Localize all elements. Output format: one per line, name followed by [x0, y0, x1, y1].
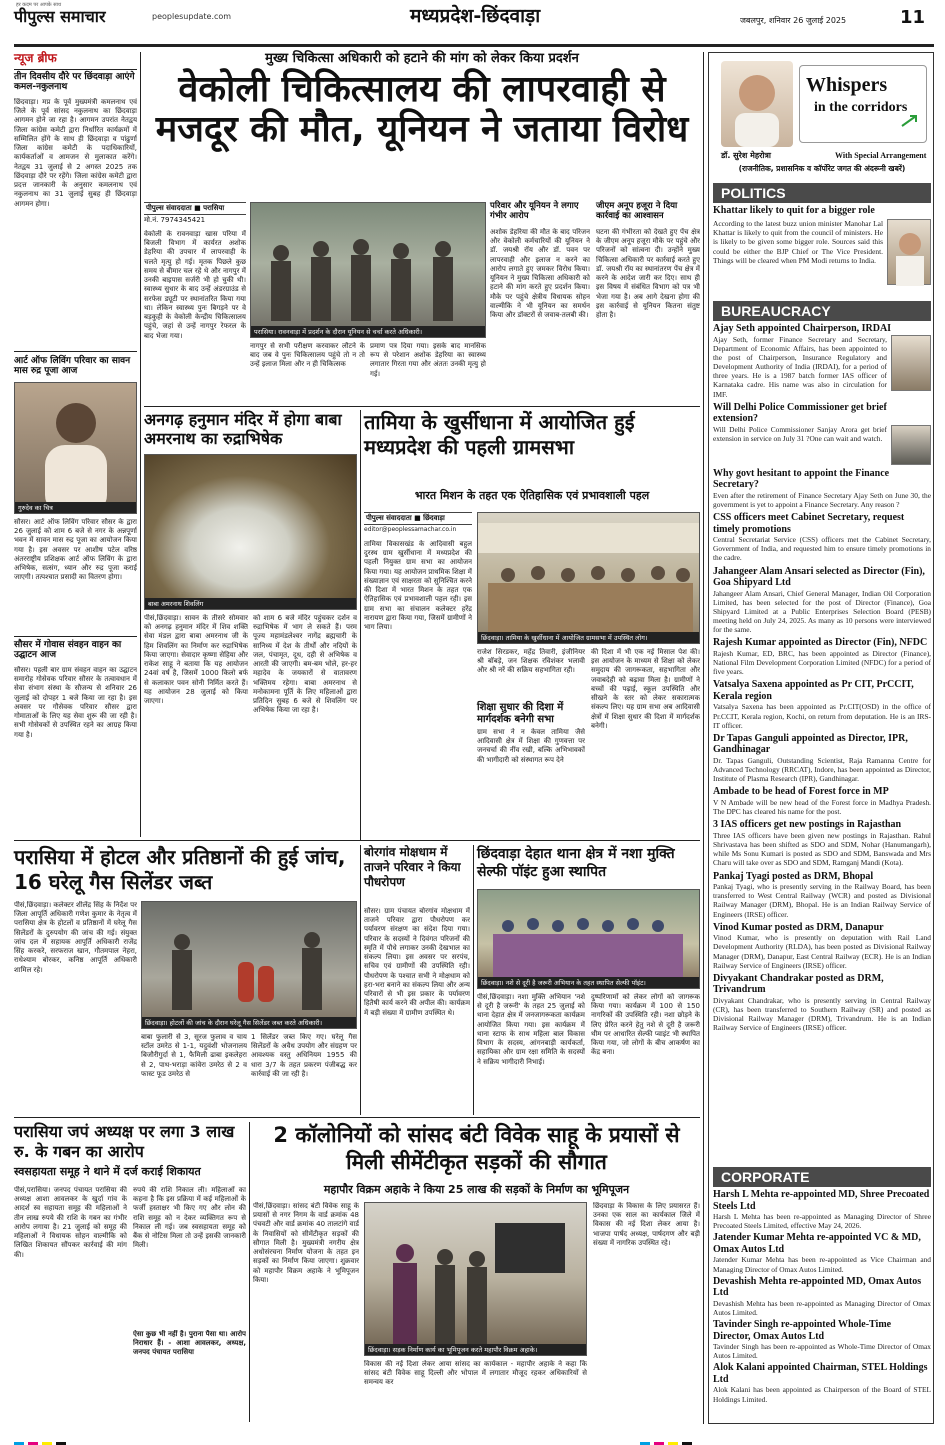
corporate-item: [713, 1362, 931, 1403]
corporate-item: [713, 1319, 931, 1360]
bureaucracy-item-body: Rajesh Kumar, ED, BRC, has been appointed as Director (Finance), National Film Development Corporation Limited (NFDC) for a period of five years.: [713, 648, 931, 677]
lead-headline: वेकोली चिकित्सालय की लापरवाही से मजदूर की मौत, यूनियन ने जताया विरोध: [155, 69, 689, 151]
bureaucracy-item-title: Ajay Seth appointed Chairperson, IRDAI: [713, 323, 892, 334]
divider: [14, 840, 700, 841]
bureaucracy-item-title: Vatsalya Saxena appointed as Pr CIT, PrCCIT, Kerala region: [713, 679, 914, 702]
bureaucracy-item-title: Dr Tapas Ganguli appointed as Director, IPR, Gandhinagar: [713, 732, 908, 756]
bureaucracy-item-title: Vinod Kumar posted as DRM, Danapur: [713, 921, 884, 933]
bureaucracy-item: [713, 679, 931, 730]
whispers-title: Whispers: [806, 74, 888, 96]
arrangement: With Special Arrangement: [835, 151, 927, 160]
shivling-photo: [144, 454, 357, 610]
guru-photo-caption: गुरुदेव का चित्र: [15, 502, 136, 513]
bureaucracy-item-title: Why govt hesitant to appoint the Finance Secretary?: [713, 467, 890, 491]
hanuman-story: [144, 410, 357, 840]
press-color-marks: [14, 1432, 314, 1438]
bureaucracy-item: [713, 512, 931, 563]
corporate-item-body: Harsh L Mehta has been re-appointed as Managing Director of Shree Precoated Steels Limited, effective May 24, 2026.: [713, 1212, 931, 1231]
columnist-photo: [721, 61, 793, 147]
bureaucracy-item-title: Rajesh Kumar appointed as Director (Fin), NFDC: [713, 637, 928, 649]
bureaucracy-item-body: Will Delhi Police Commissioner Sanjay Arora get brief extension in service on July 31 ?One can wait and watch.: [713, 424, 887, 443]
colony-story: [253, 1122, 700, 1422]
masthead-rule: [14, 44, 934, 47]
bureaucracy-item-title: CSS officers meet Cabinet Secretary, request timely promotions: [713, 512, 905, 535]
column-divider: [140, 52, 141, 837]
dateline: जबलपुर, शनिवार 26 जुलाई 2025: [740, 16, 847, 25]
corporate-item-title: Devashish Mehta re-appointed MD, Omax Autos Ltd: [713, 1275, 922, 1299]
brief-1-body: छिंदवाड़ा। मप्र के पूर्व मुख्यमंत्री कमलनाथ एवं जिले के पूर्व सांसद नकुलनाथ का छिंदवाड़ा आगमन होने जा रहा है। आगमन उपरांत नेतद्वय जिला कांग्रेस कमेटी द्वारा निर्धारित कार्यक्रमों में सम्मिलित होंगे के साथ ही छिंदवाड़ा व पांढुर्णा जिला कांग्रेस कमेटी के पदाधिकारियों, कार्यकर्ताओं व आमजन से मुलाकात करेंगे। नेतद्वय 31 जुलाई से 2 अगस्त 2025 तक छिंदवाड़ा दौरे पर रहेंगे। जिला कांग्रेस कमेटी द्वारा प्रदत्त जानकारी के अनुसार कमलनाथ एवं नकुलनाथ का 31 जुलाई सुबह ही छिंदवाड़ा आगमन होगा।: [14, 98, 137, 208]
selfie-story: [477, 845, 700, 1115]
hotel-col-3: 1 सिलेंडर जब्त किए गए। घरेलू गैस सिलेंडरों के अवैध उपयोग और संग्रहण पर आवश्यक वस्तु अधिनियम 1955 की धारा 3/7 के तहत प्रकरण पंजीबद्ध कर कार्रवाई की जा रही है।: [251, 1033, 357, 1078]
whispers-subtitle: in the corridors: [814, 100, 908, 115]
bureaucracy-item: [713, 402, 931, 465]
side-1-body: अशोक डेहरिया की मौत के बाद परिजन और वेकोली कर्मचारियों की यूनियन ने डॉ. जयश्री रॉय और डॉ. पवन पर लापरवाही और इलाज न करने का आरोप लगाते हुए जमकर विरोध किया। यूनियन ने मुख्य चिकित्सा अधिकारी को हटाने की मांग करते हुए प्रदर्शन किया। मौके पर पहुंचे क्षेत्रीय विधायक सोहन वाल्मीकि ने भी यूनियन का समर्थन किया और डॉक्टरों से जवाब-तलबी की।: [490, 228, 590, 320]
cylinder-figures: [142, 902, 357, 1018]
embezzle-subhead: स्वसहायता समूह ने थाने में दर्ज कराई शिकायत: [14, 1165, 201, 1178]
bureaucracy-item-body: Central Secretariat Service (CSS) officers met the Cabinet Secretary, Government of India, and requested him to ensure timely promotions in the cadre.: [713, 535, 931, 563]
tamia-byline: पीपुल्स संवाददाता ■ छिंदवाड़ा: [364, 512, 472, 525]
selfie-photo: [477, 889, 700, 989]
cylinder-photo: [141, 901, 357, 1029]
corporate-item-body: Tavinder Singh has been re-appointed as Whole-Time Director of Omax Autos Limited.: [713, 1342, 931, 1361]
divider: [14, 1117, 700, 1118]
tamia-email[interactable]: editor@peoplessamachar.co.in: [364, 526, 457, 533]
bureaucracy-item-body: Vatsalya Saxena has been appointed as Pr.CIT(OSD) in the office of Pr.CCIT, Kerala region, Kochi, on return from deputation. He is an IRS-IT officer.: [713, 702, 931, 730]
bureaucracy-item-body: Vinod Kumar, who is presently on deputation with Rail Land Development Authority (RLDA), has been posted as Divisional Railway Manager (DRM), Danapur, East Central Railway (ECR). He is an Indian Railway Service of Engineers (IRSE) officer.: [713, 933, 931, 970]
tamia-story: [364, 410, 700, 840]
embezzle-col-1: पीसं,परासिया। जनपद पंचायत परासिया की अध्यक्ष आशा आवलकर के खुर्दा गांव के आदर्श स्व सहायता समूह की महिलाओं ने तीन लाख रुपये की राशि के गबन का गंभीर आरोप लगाया है। 21 जुलाई को समूह की महिलाओं ने विधायक सोहन वाल्मीकि को लिखित शिकायत सौंपकर कार्रवाई की मांग की।: [14, 1186, 127, 1259]
lead-story: [144, 52, 700, 404]
brief-1-title: तीन दिवसीय दौरे पर छिंदवाड़ा आएंगे कमल-नकुलनाथ: [14, 72, 135, 93]
lead-col-2: नागपुर से सभी परीक्षण करवाकर लौटने के बाद जब वे पुनः चिकित्सालय पहुंचे तो न तो उन्हें इलाज मिला और न ही चिकित्सक: [250, 342, 365, 369]
column-divider: [360, 845, 361, 1115]
ajay-seth-photo: [891, 335, 931, 391]
selfie-col-1: पीसं,छिंदवाड़ा। नशा मुक्ति अभियान 'नशे से दूरी है जरूरी' के तहत 25 जुलाई को थाना देहात क्षेत्र में जनजागरूकता कार्यक्रम आयोजित किया गया। इस कार्यक्रम में थाना स्टाफ के साथ महिला बाल विकास विभाग के सदस्य, आंगनबाड़ी कार्यकर्ता, सहायिका और ग्राम रक्षा समिति के सदस्यों ने सक्रिय भागीदारी निभाई।: [477, 993, 585, 1066]
khattar-figure: [888, 220, 932, 286]
bureaucracy-item-body: Jahangeer Alam Ansari, Chief General Manager, Indian Oil Corporation Limited, has been selected for the post of Director (Finance), Goa Shipyard Limited at a Public Enterprises Selection Board (PESB) meeting held on July 24, 2025. As many as 10 persons were interviewed for the same.: [713, 588, 931, 635]
selfie-caption: छिंदवाड़ा। नशे से दूरी है जरूरी अभियान के तहत स्थापित सेल्फी पॉइंट।: [478, 977, 699, 988]
shivling-caption: बाबा अमरनाथ शिवलिंग: [145, 598, 356, 609]
tamia-col-2: राजेश सिरडकर, महेंद्र तिवारी, इंजीनियर श्री बॉबड़े, जन शिक्षक रविशंकर भलावी और श्री नरें की सक्रिय सहभागिता रही।: [477, 648, 585, 675]
brief-3-title: सौसर में गोवास संवहन वाहन का उद्घाटन आज: [14, 640, 122, 661]
corporate-item: [713, 1276, 931, 1317]
gramsabha-figures: [478, 513, 700, 633]
politics-title: Khattar likely to quit for a bigger role: [713, 205, 875, 216]
bureaucracy-item-title: 3 IAS officers get new postings in Rajasthan: [713, 819, 902, 831]
corporate-item-body: Devashish Mehta has been re-appointed as Managing Director of Omax Autos Limited.: [713, 1298, 931, 1317]
crowd-figures: [251, 203, 486, 327]
bureaucracy-item-title: Pankaj Tyagi posted as DRM, Bhopal: [713, 870, 874, 882]
tamia-col-1: तामिया विकासखंड के आदिवासी बहुल दुरस्थ ग्राम खुर्सीधाना में मध्यप्रदेश की पहली नियुक्त ग्राम सभा का आयोजन किया गया। यह आयोजन प्राथमिक शिक्षा में संख्याज्ञान एवं साक्षरता को सुनिश्चित करने की दिशा में भारत मिशन के तहत एक ऐतिहासिक एवं प्रभावशाली पहल रही। इस ग्राम सभा का संचालन कलेक्टर हरेंद्र नारायण द्वारा किया गया, जिसमें ग्रामीणों ने भाग लिया।: [364, 540, 472, 632]
columnist-name: डॉ. सुरेश मेहरोत्रा: [721, 151, 771, 160]
lead-kicker: मुख्य चिकित्सा अधिकारी को हटाने की मांग को लेकर किया प्रदर्शन: [265, 51, 579, 66]
politics-bar: POLITICS: [713, 183, 931, 203]
news-brief-label: न्यूज ब्रीफ: [14, 51, 57, 65]
corporate-list: [713, 1189, 931, 1421]
colony-col-3: छिंदवाड़ा के विकास के लिए प्रयासरत हैं। उनका एक साल का कार्यकाल जिले में विकास की नई दिशा लेकर आया है। भाजपा पार्षद अध्यक्ष, पार्षदगण और बड़ी संख्या में नागरिक उपस्थित रहे।: [593, 1202, 700, 1247]
section-name: मध्यप्रदेश-छिंदवाड़ा: [410, 5, 541, 27]
gramsabha-caption: छिंदवाड़ा। तामिया के खुर्सीधाना में आयोजित ग्रामसभा में उपस्थित लोग।: [478, 632, 699, 643]
column-divider: [360, 410, 361, 840]
sidebar-divider: [703, 52, 704, 1424]
selfie-col-2: दुष्परिणामों को लेकर लोगों को जागरूक किया गया। कार्यक्रम में 100 से 150 नागरिकों की उपस्थिति रही। नशा छोड़ने के लिए प्रेरित करने हेतु नशे से दूरी है जरूरी थीम पर आधारित सेल्फी प्वाइंट भी स्थापित किया गया, जो लोगों के बीच आकर्षण का केंद्र बना।: [591, 993, 700, 1057]
guru-photo: [14, 382, 137, 514]
colony-col-2: विकास की नई दिशा लेकर आया सांसद का कार्यकाल - महापौर अहाके ने कहा कि सांसद बंटी विवेक साहू दिल्ली और भोपाल में लगातार मौजूद रहकर अधिकारियों से समन्वय कर: [364, 1360, 587, 1387]
bureaucracy-item: [713, 323, 931, 399]
divider: [14, 69, 137, 70]
bureaucracy-item: [713, 819, 931, 867]
side-1-title: परिवार और यूनियन ने लगाए गंभीर आरोप: [490, 201, 579, 221]
brief-2-title: आर्ट ऑफ लिविंग परिवार का सावन मास रुद्र पूजा आज: [14, 356, 131, 377]
colony-subhead: महापौर विक्रम अहाके ने किया 25 लाख की सड़कों के निर्माण का भूमिपूजन: [323, 1183, 630, 1196]
bureaucracy-item-body: Even after the retirement of Finance Secretary Ajay Seth on June 30, the government is yet to appoint a Finance Secretary. Any reason ?: [713, 490, 931, 509]
bhoomipujan-figures: [365, 1203, 587, 1345]
divider: [144, 406, 700, 407]
guru-figure: [15, 383, 137, 514]
embezzle-note: ऐसा कुछ भी नहीं है। पुराना पैसा था। आरोप निराधार हैं। - आशा आवलकर, अध्यक्ष, जनपद पंचायत परासिया: [133, 1330, 246, 1357]
bureaucracy-item: [713, 871, 931, 919]
hotel-headline: परासिया में होटल और प्रतिष्ठानों की हुई जांच, 16 घरेलू गैस सिलेंडर जब्त: [14, 845, 346, 894]
press-color-marks: [640, 1432, 940, 1438]
borgaon-story: [364, 845, 470, 1115]
bureaucracy-item: [713, 733, 931, 784]
whispers-sidebar: [708, 52, 934, 1424]
gramsabha-photo: [477, 512, 700, 644]
columnist-figure: [721, 61, 793, 147]
corporate-item: [713, 1232, 931, 1273]
paper-name: पीपुल्स समाचार: [14, 7, 106, 26]
borgaon-body: सौसर। ग्राम पंचायत बोरगांव मोक्षधाम में ताजने परिवार द्वारा पौधरोपण कर पर्यावरण संरक्षण का संदेश दिया गया। परिवार के सदस्यों ने दिवंगत परिजनों की स्मृति में पौधे लगाकर उनकी देखभाल का संकल्प लिया। इस अवसर पर सरपंच, सचिव एवं ग्रामीणों की उपस्थिति रही। पौधरोपण के पश्चात सभी ने मोक्षधाम को हरा-भरा बनाने का संकल्प लिया और अन्य परिवारों से भी इस प्रकार के पर्यावरण हितैषी कार्य करने की अपील की। कार्यक्रम में बड़ी संख्या में ग्रामीण उपस्थित थे।: [364, 907, 470, 1017]
borgaon-headline: बोरगांव मोक्षधाम में ताजने परिवार ने किया पौधरोपण: [364, 845, 461, 889]
hotel-col-2: बाबा फुलारी से 3, सूरज फुलाव व चाय स्टॉल उमरेठ से 1-1, यदुवंशी भोजनालय बिजौरीगुर्दा से 1, फैमिली ढाबा इकलेहरा से 2, पाथ-भराड़ा कांवेरा उमरेठ से 2 व फास्ट फूड उमरेठ से: [141, 1033, 247, 1078]
bureaucracy-item-body: Three IAS officers have been given new postings in Rajasthan. Rahul Shrivastava has been shifted as SDO and SDM, Nohar (Hanumangarh), while Ms Sonu Kumari is posted as SDO and SDM, Banswada and Mrs Charu will take over as SDO and SDM, Ramganj Mandi (Kota).: [713, 830, 931, 868]
bureaucracy-item-title: Jahangeer Alam Ansari selected as Director (Fin), Goa Shipyard Ltd: [713, 565, 925, 589]
lead-byline: पीपुल्स संवाददाता ■ परासिया: [144, 202, 246, 215]
arrow-icon: [900, 112, 920, 132]
lead-mobile: मो.नं. 7974345421: [144, 216, 206, 224]
corporate-item-body: Jatender Kumar Mehta has been re-appointed as Vice Chairman and Managing Director of Omax Autos Limited.: [713, 1255, 931, 1274]
brief-3-body: सौसर। पहली बार ग्राम संवहन वाहन का उद्घाटन समारोह गोसेवक परिवार सौसर के तत्वावधान में सेवा संभाग संस्था के सौजन्य से शनिवार 26 जुलाई को दोपहर 1 बजे किया जा रहा है। इस अवसर पर गौसेवक परिवार सौसर द्वारा गोमाताओं के लिए यह सेवा शुरू की जा रही है। सभी गोसेवकों से उपस्थित रहने का आग्रह किया गया है।: [14, 666, 137, 739]
sidebar-tagline: (राजनीतिक, प्रशासनिक व कॉर्पोरेट जगत की अंदरूनी खबरें): [738, 164, 906, 173]
bureaucracy-item: [713, 566, 931, 635]
divider: [14, 351, 137, 352]
tamia-headline: तामिया के खुर्सीधाना में आयोजित हुई मध्यप्रदेश की पहली ग्रामसभा: [364, 410, 635, 459]
bureaucracy-item-title: Will Delhi Police Commissioner get brief extension?: [713, 401, 887, 425]
hanuman-headline: अनगढ़ हनुमान मंदिर में होगा बाबा अमरनाथ का रुद्राभिषेक: [144, 410, 342, 449]
hanuman-col-1: पीसं,छिंदवाड़ा। सावन के तीसरे सोमवार को अनगढ़ हनुमान मंदिर में शिव शक्ति सेवा मंडल द्वारा बाबा अमरनाथ जी के हिम शिवलिंग का निर्माण कर रुद्राभिषेक किया जाएगा। सेवादार कृष्णा सेहिया और राकेश साहू ने बताया कि यह आयोजन 24वां वर्ष है, जिसमें 1000 किलो बर्फ से कलाकार पवन सोनी निर्मित करते हैं। यह आयोजन 28 जुलाई को किया जाएगा।: [144, 614, 248, 706]
corporate-item-title: Tavinder Singh re-appointed Whole-Time Director, Omax Autos Ltd: [713, 1319, 892, 1342]
sanjay-arora-photo: [891, 425, 931, 465]
hanuman-col-2: को शाम 6 बजे मंदिर पहुंचकर दर्शन व रुद्राभिषेक में भाग ले सकते हैं। परम पूज्य महामंडलेश्वर नागेंद्र ब्रह्मचारी के सानिध्य में देश के तीर्थों और नदियों के जल, पंचामृत, दूध, दही से अभिषेक व आरती की जाएगी। बम-बम भोले, हर-हर महादेव के जयकारों से वातावरण भक्तिमय रहेगा। बाबा अमरनाथ से मनोकामना पूर्ति के लिए महिलाओं द्वारा प्रतिदिन सुबह 6 बजे से शिवलिंग पर अभिषेक किया जा रहा है।: [253, 614, 357, 715]
bureaucracy-item-title: Divyakant Chandrakar posted as DRM, Trivandrum: [713, 972, 884, 996]
page-number: 11: [900, 7, 926, 28]
protest-photo-caption: परासिया। रावनवाड़ा में प्रदर्शन के दौरान यूनियन से चर्चा करते अधिकारी।: [251, 326, 485, 337]
bureaucracy-item: [713, 922, 931, 970]
protest-photo: [250, 202, 486, 338]
column-divider: [473, 845, 474, 1115]
website[interactable]: peoplesupdate.com: [152, 12, 232, 21]
lead-col-1: वेकोली के रावनवाड़ा खास परिया में बिजली विभाग में कार्यरत अशोक डेहरिया की उपचार में लापरवाही के चलते मृत्यु हो गई। मृतक पिछले कुछ समय से बीमार चल रहे थे और नागपुर में उनकी बाइपास सर्जरी भी हो चुकी थी। स्वास्थ्य सुधार के बाद उन्हें अंडरग्राउंड से सरफेस ड्यूटी पर स्थानांतरित किया गया था। लेकिन स्वास्थ्य पुनः बिगड़ने पर वे बड़कुही के वेकोली केन्द्रीय चिकित्सालय पहुंचे, जहां से उन्हें नागपुर रेफरल के बाद भेजा गया।: [144, 230, 246, 340]
lead-col-3: प्रमाण पत्र दिया गया। इसके बाद मानसिक रूप से परेशान अशोक डेहरिया का स्वास्थ्य लगातार गिरता गया और अंततः उनकी मृत्यु हो गई।: [370, 342, 486, 378]
side-2-body: घटना की गंभीरता को देखते हुए पेंच क्षेत्र के जीएम अनूप हजूरा मौके पर पहुंचे और परिजनों को सांत्वना दी। उन्होंने मुख्य चिकित्सा अधिकारी पर कार्रवाई करते हुए डॉ. जयश्री रॉय का स्थानांतरण पेंच क्षेत्र में करने के आदेश जारी कर दिए। साथ ही इस विषय में संबंधित विभाग को पत्र भी भेजा गया है। अब आगे देखना होगा की इस कार्रवाई से यूनियन कितना संतुष्ट होता है।: [596, 228, 700, 320]
colony-headline: 2 कॉलोनियों को सांसद बंटी विवेक साहू के प्रयासों से मिली सीमेंटीकृत सड़कों की सौगात: [273, 1123, 680, 1175]
bureaucracy-item: [713, 637, 931, 676]
bureaucracy-list: [713, 323, 931, 1121]
hotel-story: [14, 845, 357, 1115]
tamia-subtitle: शिक्षा सुधार की दिशा में मार्गदर्शक बनेगी सभा: [477, 702, 564, 725]
bureaucracy-item-body: Pankaj Tyagi, who is presently serving in the Railway Board, has been transferred to West Central Railway (WCR) and posted as Divisional Railway Manager (DRM), Bhopal. He is an Indian Railway Service of Engineers (IRSE) officer.: [713, 882, 931, 919]
bureaucracy-item-body: Dr. Tapas Ganguli, Outstanding Scientist, Raja Ramanna Centre for Advanced Technology (RRCAT), Indore, has been appointed as Director, Institute of Plasma Research (IPR), Gandhinagar.: [713, 755, 931, 784]
corporate-item-body: Alok Kalani has been appointed as Chairperson of the Board of STEL Holdings Limited.: [713, 1385, 931, 1404]
tamia-col-3: की दिशा में भी एक नई मिसाल पेश की। इस आयोजन के माध्यम से शिक्षा को लेकर समुदाय की जागरूकता, सहभागिता और जवाबदेही को बढ़ावा मिला है। ग्रामीणों ने बच्चों की पढ़ाई, स्कूल उपस्थिति और सीखने के स्तर को लेकर सकारात्मक संकल्प लिए। यह ग्राम सभा अब आदिवासी क्षेत्रों में शिक्षा सुधार की दिशा में मार्गदर्शक बनेगी।: [591, 648, 700, 730]
colony-col-1: पीसं,छिंदवाड़ा। सांसद बंटी विवेक साहू के प्रयासों से नगर निगम के वार्ड क्रमांक 48 पंचवटी और वार्ड क्रमांक 40 तालटांगे वार्ड के निवासियों को सीमेंटीकृत सड़कों की सौगात मिली है। मुख्यमंत्री नगरीय क्षेत्र अधोसंरचना निर्माण योजना के तहत इन सड़कों का निर्माण किया जाएगा। शुक्रवार को महापौर विक्रम अहाके ने भूमिपूजन किया।: [253, 1202, 359, 1284]
bureaucracy-item: [713, 973, 931, 1033]
embezzle-headline: परासिया जपं अध्यक्ष पर लगा 3 लाख रु. के गबन का आरोप: [14, 1122, 235, 1161]
hotel-col-1: पीसं,छिंदवाड़ा। कलेक्टर शीलेंद्र सिंह के निर्देश पर जिला आपूर्ति अधिकारी गणेश कुमार के नेतृत्व में परासिया क्षेत्र के होटलों व प्रतिष्ठानों में घरेलू गैस सिलेंडरों के दुरुपयोग की जांच की गई। संयुक्त जांच दल में सहायक आपूर्ति अधिकारी राजेंद्र सिंह करकरे, सरफराज खान, गौतमपाल नेहरा, राधेश्याम बोरकर, कनिष्ठ आपूर्ति अधिकारी शामिल रहे।: [14, 901, 137, 974]
corporate-item: [713, 1189, 931, 1230]
bhoomipujan-caption: छिंदवाड़ा। सड़क निर्माण कार्य का भूमिपूजन करते महापौर विक्रम अहाके।: [365, 1344, 586, 1355]
bhoomipujan-photo: [364, 1202, 587, 1356]
embezzle-story: [14, 1122, 246, 1422]
column-divider: [249, 1122, 250, 1422]
bureaucracy-item-body: Ajay Seth, former Finance Secretary and Secretary, Department of Economic Affairs, has been appointed to the post of Chairperson, Insurance Regulatory and Development Authority of India (IRDAI), for a period of three years. He is a 1987 batch former IAS officer of Karnataka cadre. His name was also in circulation for IMF.: [713, 334, 887, 399]
brief-2-body: सौसर। आर्ट ऑफ लिविंग परिवार सौसर के द्वारा 26 जुलाई को शाम 6 बजे से नगर के अन्नपूर्णा भवन में सावन मास रुद्र पूजा का आयोजन किया गया है। इस अवसर पर आशीष पटेल वरिष्ठ अंतरराष्ट्रीय प्रशिक्षक आर्ट ऑफ लिविंग के द्वारा अभिषेक, सत्संग, ध्यान और रुद्र पूजा कराई जाएगी। तत्पश्चात प्रसादी का वितरण होगा।: [14, 518, 137, 582]
side-2-title: जीएम अनूप हजूरा ने दिया कार्रवाई का आश्वासन: [596, 201, 678, 221]
corporate-item-title: Jatender Kumar Mehta re-appointed VC & MD, Omax Autos Ltd: [713, 1232, 921, 1255]
masthead: [14, 2, 934, 38]
corporate-bar: CORPORATE: [713, 1167, 931, 1187]
whispers-logo: [799, 65, 927, 143]
bureaucracy-item-body: V N Ambade will be new head of the Forest force in Madhya Pradesh. The DPC has cleared his name for the post.: [713, 797, 931, 817]
news-brief-column: [14, 52, 137, 837]
bureaucracy-item-title: Ambade to be head of Forest force in MP: [713, 786, 889, 798]
bureaucracy-bar: BUREAUCRACY: [713, 301, 931, 321]
selfie-figures: [478, 890, 700, 978]
bureaucracy-item-body: Divyakant Chandrakar, who is presently serving in Central Railway (CR), has been transferred to Southern Railway (SR) and posted as Divisional Railway Manager (DRM), Trivandrum. He is an Indian Railway Service of Engineers (IRSE) officer.: [713, 995, 931, 1033]
bureaucracy-item: [713, 468, 931, 509]
tamia-subhead: भारत मिशन के तहत एक ऐतिहासिक एवं प्रभावशाली पहल: [414, 489, 650, 502]
selfie-headline: छिंदवाड़ा देहात थाना क्षेत्र में नशा मुक्ति सेल्फी पॉइंट हुआ स्थापित: [477, 846, 675, 881]
khattar-photo: [887, 219, 931, 285]
bureaucracy-item: [713, 786, 931, 816]
divider: [14, 636, 137, 637]
paper-tagline: हर कदम पर आपके साथ: [16, 2, 62, 8]
tamia-col-2b: ग्राम सभा ने न केवल तामिया जैसे आदिवासी क्षेत्र में शिक्षा की गुणवत्ता पर जनचर्चा की नींव रखी, बल्कि अभिभावकों की भागीदारी को संस्थागत रूप देने: [477, 728, 585, 764]
cylinder-caption: छिंदवाड़ा। होटलों की जांच के दौरान घरेलू गैस सिलेंडर जब्त करते अधिकारी।: [142, 1017, 356, 1028]
corporate-item-title: Harsh L Mehta re-appointed MD, Shree Precoated Steels Ltd: [713, 1189, 930, 1212]
embezzle-col-2: रुपये की राशि निकाल ली। महिलाओं का कहना है कि इस प्रक्रिया में कई महिलाओं के फर्जी हस्ताक्षर भी किए गए और लोन की राशि समूह को न देकर व्यक्तिगत रूप से निकाल ली गई। जब स्वसहायता समूह को बैंक से नोटिस मिला तो उन्हें इसकी जानकारी मिली।: [133, 1186, 246, 1250]
corporate-item-title: Alok Kalani appointed Chairman, STEL Holdings Ltd: [713, 1362, 928, 1385]
politics-body: According to the latest buzz union minister Manohar Lal Khattar is likely to quit from the council of ministers. He is likely to be given some bigger role. Sources said this could be either the BJP Chief or The Vice President. Things will be cleared when PM Modi returns to India.: [713, 219, 883, 265]
